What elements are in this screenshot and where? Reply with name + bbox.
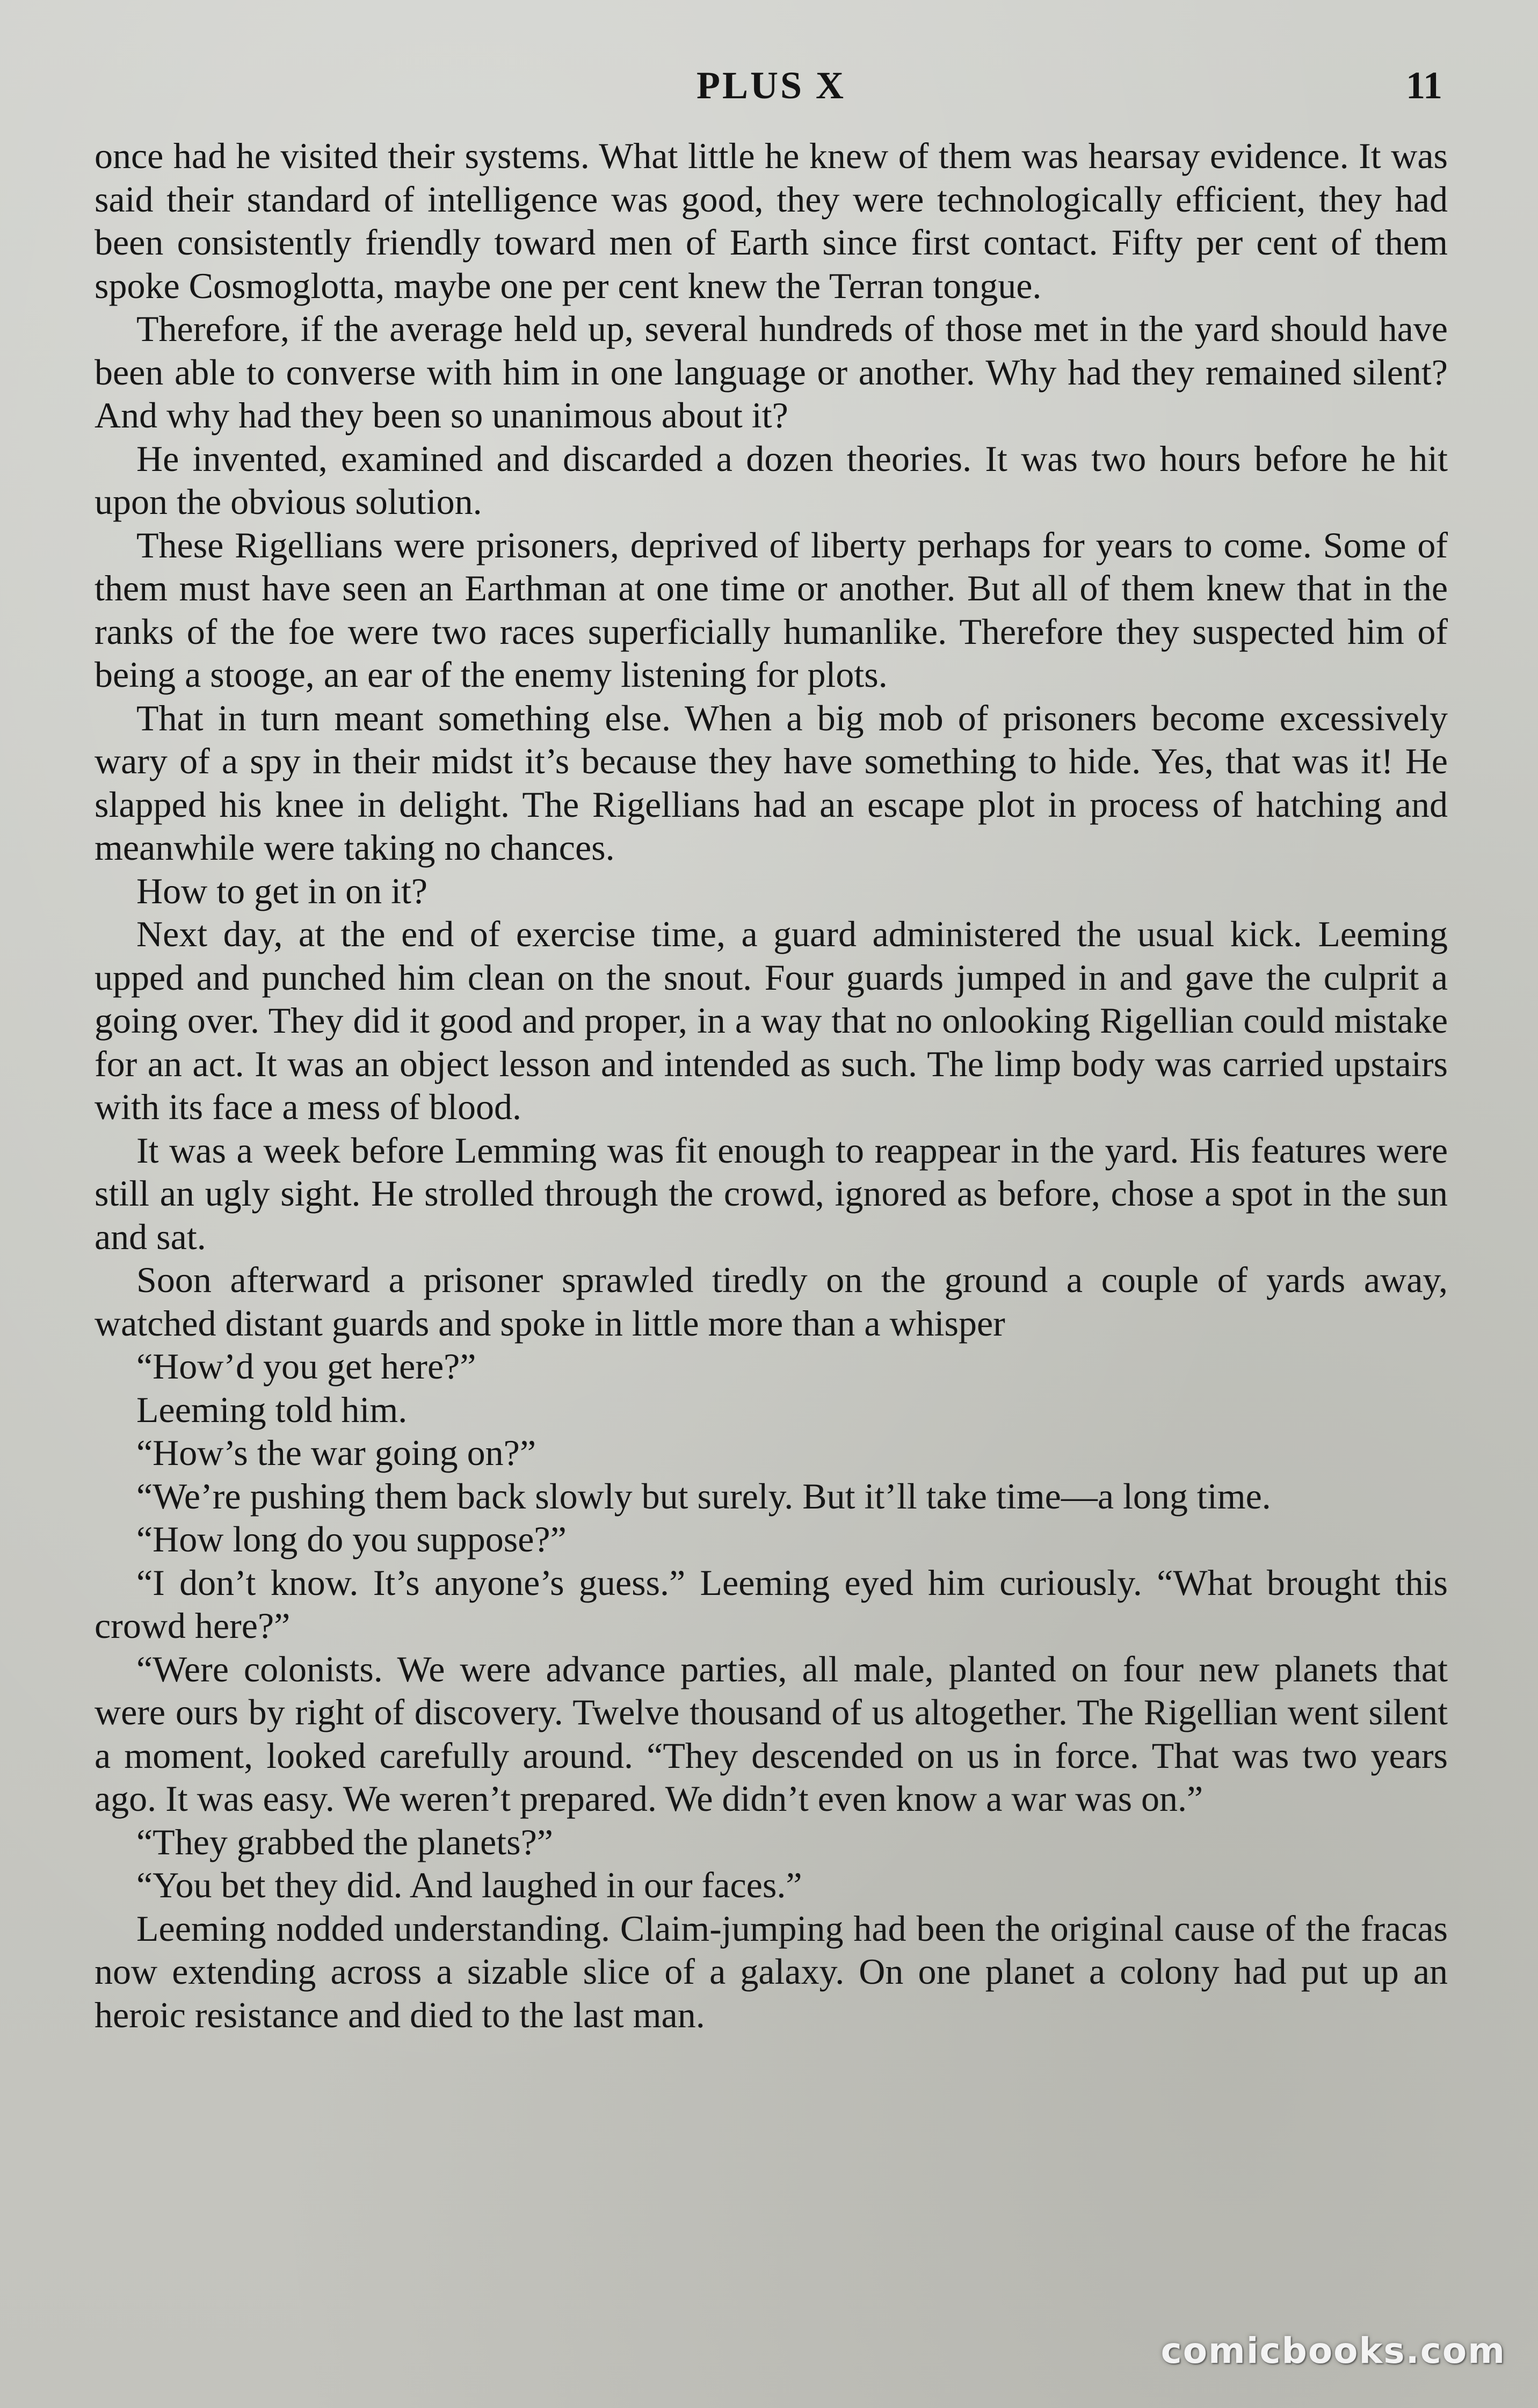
paragraph: Leeming nodded understanding. Claim-jumping had been the original cause of the fracas now extending across a sizable slice of a galaxy. On one planet a colony had put up an heroic resistance and died to the last man. [95, 1907, 1448, 2035]
dialogue-line: “You bet they did. And laughed in our faces.” [136, 1865, 802, 1905]
paragraph: He invented, examined and discarded a dozen theories. It was two hours before he hit upon the obvious solution. [95, 438, 1448, 522]
dialogue-line: “Were colonists. We were advance parties, all male, planted on four new planets that were ours by right of discovery. Twelve thousand of us altogether. The Rigellian went silent a moment, looked carefully around. “They descended on us in force. That was two years ago. It was easy. We weren’t prepared. We didn’t even know a war was on.” [95, 1648, 1448, 1819]
body-text [95, 134, 1448, 2036]
paragraph: Leeming told him. [136, 1389, 408, 1430]
page-number: 11 [1405, 64, 1442, 107]
paragraph: Therefore, if the average held up, several hundreds of those met in the yard should have been able to converse with him in one language or another. Why had they remained silent? And why had they been so unanimous about it? [95, 308, 1448, 436]
dialogue-line: “How’d you get here?” [136, 1346, 476, 1387]
dialogue-line: “How long do you suppose?” [136, 1519, 567, 1560]
dialogue-line: “We’re pushing them back slowly but surely. But it’ll take time—a long time. [136, 1475, 1271, 1517]
paragraph-continued: once had he visited their systems. What little he knew of them was hearsay evidence. It was said their standard of intelligence was good, they were technologically efficient, they had been consistently friendly toward men of Earth since first contact. Fifty per cent of them spoke Cosmoglotta, maybe one per cent knew the Terran tongue. [95, 135, 1448, 306]
paragraph: How to get in on it? [136, 870, 428, 911]
dialogue-line: “They grabbed the planets?” [136, 1821, 553, 1862]
paragraph: Soon afterward a prisoner sprawled tiredly on the ground a couple of yards away, watched distant guards and spoke in little more than a whisper [95, 1259, 1448, 1344]
paragraph: It was a week before Lemming was fit enough to reappear in the yard. His features were still an ugly sight. He strolled through the crowd, ignored as before, chose a spot in the sun and sat. [95, 1129, 1448, 1257]
dialogue-line: “How’s the war going on?” [136, 1432, 536, 1473]
paragraph: These Rigellians were prisoners, deprived of liberty perhaps for years to come. Some of them must have seen an Earthman at one time or another. But all of them knew that in the ranks of the foe were two races superficially humanlike. Therefore they suspected him of being a stooge, an ear of the enemy listening for plots. [95, 524, 1448, 695]
dialogue-line: “I don’t know. It’s anyone’s guess.” Leeming eyed him curiously. “What brought this crowd here?” [95, 1562, 1448, 1646]
site-watermark: comicbooks.com [1160, 2330, 1506, 2371]
paragraph: Next day, at the end of exercise time, a guard administered the usual kick. Leeming upped and punched him clean on the snout. Four guards jumped in and gave the culprit a going over. They did it good and proper, in a way that no onlooking Rigellian could mistake for an act. It was an object lesson and intended as such. The limp body was carried upstairs with its face a mess of blood. [95, 913, 1448, 1127]
running-title: PLUS X [696, 64, 846, 107]
paragraph: That in turn meant something else. When a big mob of prisoners become excessively wary of a spy in their midst it’s because they have something to hide. Yes, that was it! He slapped his knee in delight. The Rigellians had an escape plot in process of hatching and meanwhile were taking no chances. [95, 697, 1448, 868]
page-header [95, 63, 1448, 112]
